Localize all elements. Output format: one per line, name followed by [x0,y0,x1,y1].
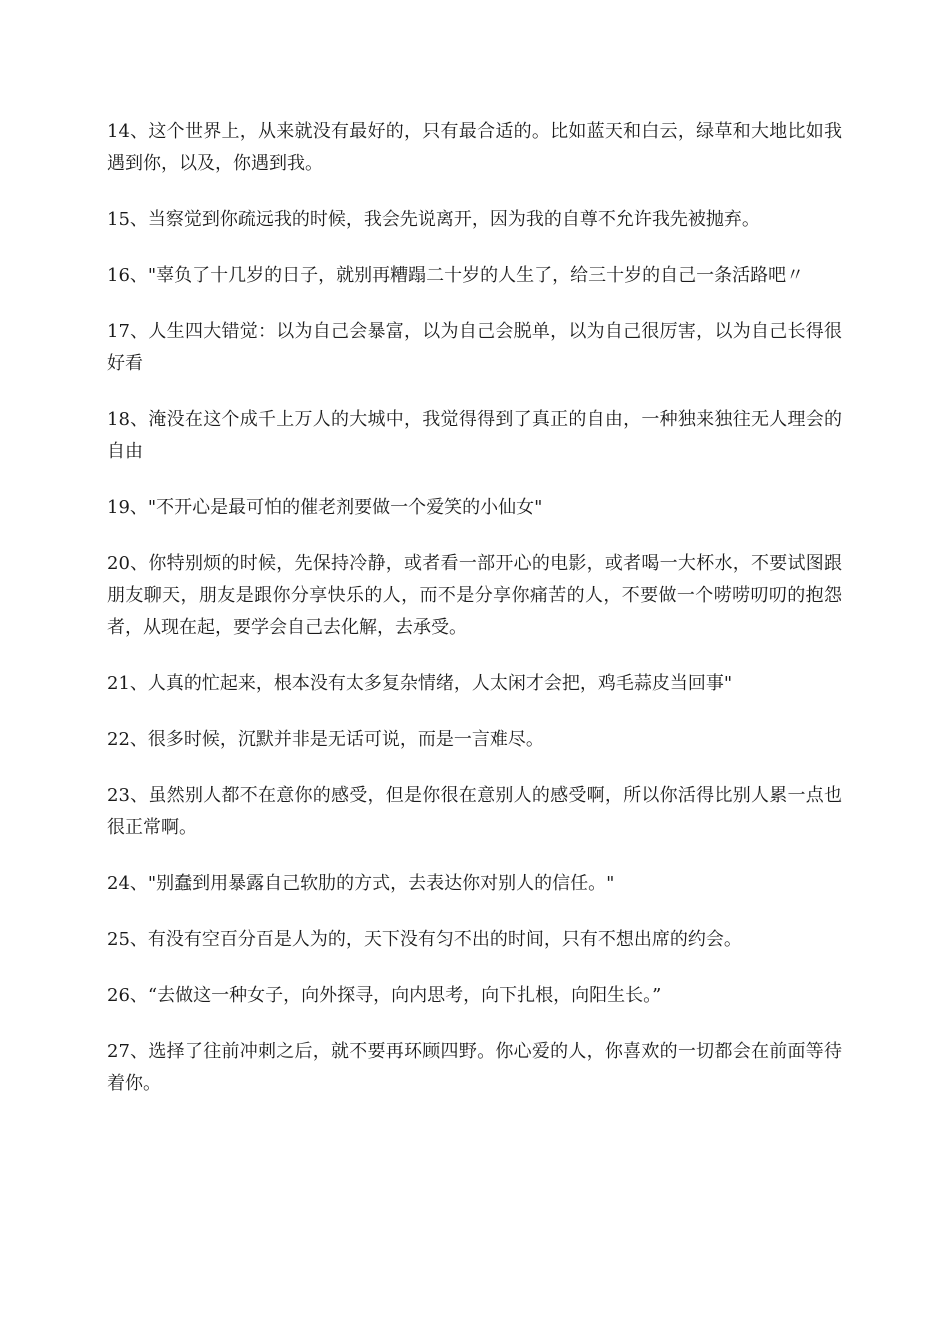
document-body [107,116,842,1124]
paragraph-17: 17、人生四大错觉：以为自己会暴富，以为自己会脱单，以为自己很厉害，以为自己长得很好看 [107,321,842,374]
paragraph-19: 19、"不开心是最可怕的催老剂要做一个爱笑的小仙女" [107,497,543,518]
paragraph-20: 20、你特别烦的时候，先保持冷静，或者看一部开心的电影，或者喝一大杯水，不要试图跟朋友聊天，朋友是跟你分享快乐的人，而不是分享你痛苦的人，不要做一个唠唠叨叨的抱怨者，从现在起，要学会自己去化解，去承受。 [107,553,842,638]
paragraph-26: 26、“去做这一种女子，向外探寻，向内思考，向下扎根，向阳生长。” [107,985,662,1006]
paragraph-27: 27、选择了往前冲刺之后，就不要再环顾四野。你心爱的人，你喜欢的一切都会在前面等待着你。 [107,1041,842,1094]
paragraph-24: 24、"别蠢到用暴露自己软肋的方式，去表达你对别人的信任。" [107,873,615,894]
paragraph-21: 21、人真的忙起来，根本没有太多复杂情绪，人太闲才会把，鸡毛蒜皮当回事" [107,673,733,694]
paragraph-25: 25、有没有空百分百是人为的，天下没有匀不出的时间，只有不想出席的约会。 [107,929,742,950]
paragraph-16: 16、"辜负了十几岁的日子，就别再糟蹋二十岁的人生了，给三十岁的自己一条活路吧〃 [107,265,805,286]
paragraph-22: 22、很多时候，沉默并非是无话可说，而是一言难尽。 [107,729,544,750]
paragraph-18: 18、淹没在这个成千上万人的大城中，我觉得得到了真正的自由，一种独来独往无人理会的自由 [107,409,842,462]
paragraph-15: 15、当察觉到你疏远我的时候，我会先说离开，因为我的自尊不允许我先被抛弃。 [107,209,760,230]
paragraph-23: 23、虽然别人都不在意你的感受，但是你很在意别人的感受啊，所以你活得比别人累一点也很正常啊。 [107,785,842,838]
paragraph-14: 14、这个世界上，从来就没有最好的，只有最合适的。比如蓝天和白云，绿草和大地比如我遇到你，以及，你遇到我。 [107,121,842,174]
